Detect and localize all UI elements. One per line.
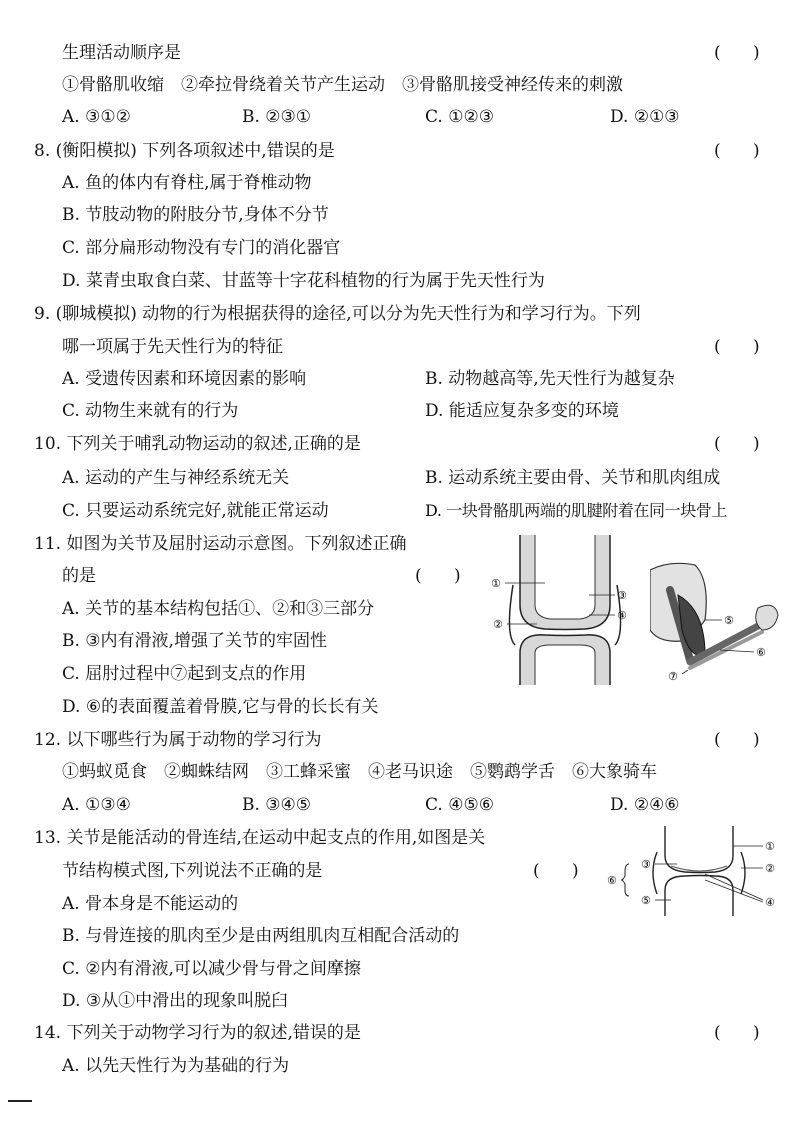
q12-items: ①蚂蚁觅食 ②蜘蛛结网 ③工蜂采蜜 ④老马识途 ⑤鹦鹉学舌 ⑥大象骑车 <box>62 762 657 782</box>
q11-answer-paren: ( ) <box>415 566 461 586</box>
q13-option-d: D. ③从①中滑出的现象叫脱臼 <box>62 991 289 1011</box>
q12-option-b: B. ③④⑤ <box>242 795 312 815</box>
q11-option-a: A. 关节的基本结构包括①、②和③三部分 <box>62 599 375 619</box>
q8-answer-paren: ( ) <box>714 141 760 161</box>
q7-option-d: D. ②①③ <box>610 107 680 127</box>
joint-label-6: ⑥ <box>607 874 617 887</box>
q12-option-d: D. ②④⑥ <box>610 795 680 815</box>
q10-option-b: B. 运动系统主要由骨、关节和肌肉组成 <box>425 468 721 488</box>
q9-option-a: A. 受遗传因素和环境因素的影响 <box>62 369 307 389</box>
q9-stem-line1: 9. (聊城模拟) 动物的行为根据获得的途径,可以分为先天性行为和学习行为。下列 <box>34 304 641 324</box>
q9-answer-paren: ( ) <box>714 337 760 357</box>
knee-label-1: ① <box>491 577 501 590</box>
joint-label-4: ④ <box>765 896 775 909</box>
q7-option-c: C. ①②③ <box>425 107 494 127</box>
arm-label-6: ⑥ <box>756 646 766 659</box>
q12-option-c: C. ④⑤⑥ <box>425 795 494 815</box>
arm-label-7: ⑦ <box>668 670 678 683</box>
q10-option-c: C. 只要运动系统完好,就能正常运动 <box>62 501 329 521</box>
knee-joint-figure <box>485 535 645 685</box>
q7-items: ①骨骼肌收缩 ②牵拉骨绕着关节产生运动 ③骨骼肌接受神经传来的刺激 <box>62 75 623 95</box>
q9-stem-line2: 哪一项属于先天性行为的特征 <box>62 337 283 357</box>
q8-stem: 8. (衡阳模拟) 下列各项叙述中,错误的是 <box>34 141 335 161</box>
q9-option-b: B. 动物越高等,先天性行为越复杂 <box>425 369 675 389</box>
q10-stem: 10. 下列关于哺乳动物运动的叙述,正确的是 <box>34 434 361 454</box>
q9-option-d: D. 能适应复杂多变的环境 <box>425 401 619 421</box>
q13-stem-line2: 节结构模式图,下列说法不正确的是 <box>62 861 323 881</box>
q10-option-a: A. 运动的产生与神经系统无关 <box>62 468 290 488</box>
q10-answer-paren: ( ) <box>714 434 760 454</box>
q7-option-a: A. ③①② <box>62 107 131 127</box>
q12-option-a: A. ①③④ <box>62 795 131 815</box>
q11-option-c: C. 屈肘过程中⑦起到支点的作用 <box>62 664 307 684</box>
joint-label-2: ② <box>765 862 775 875</box>
q12-stem: 12. 以下哪些行为属于动物的学习行为 <box>34 730 322 750</box>
knee-label-4: ④ <box>617 609 627 622</box>
q12-answer-paren: ( ) <box>714 730 760 750</box>
q8-option-d: D. 菜青虫取食白菜、甘蓝等十字花科植物的行为属于先天性行为 <box>62 271 545 291</box>
q7-stem-cont: 生理活动顺序是 <box>62 43 181 63</box>
q13-option-b: B. 与骨连接的肌肉至少是由两组肌肉互相配合活动的 <box>62 926 460 946</box>
arm-label-5: ⑤ <box>724 614 734 627</box>
q14-stem: 14. 下列关于动物学习行为的叙述,错误的是 <box>34 1023 361 1043</box>
q8-option-a: A. 鱼的体内有脊柱,属于脊椎动物 <box>62 173 312 193</box>
q9-option-c: C. 动物生来就有的行为 <box>62 401 239 421</box>
q13-option-c: C. ②内有滑液,可以减少骨与骨之间摩擦 <box>62 959 361 979</box>
q14-option-a: A. 以先天性行为为基础的行为 <box>62 1056 290 1076</box>
q13-stem-line1: 13. 关节是能活动的骨连结,在运动中起支点的作用,如图是关 <box>34 828 486 848</box>
knee-label-2: ② <box>493 618 503 631</box>
joint-label-5: ⑤ <box>641 894 651 907</box>
q11-stem-line1: 11. 如图为关节及屈肘运动示意图。下列叙述正确 <box>34 534 407 554</box>
q13-answer-paren: ( ) <box>533 861 579 881</box>
arm-flexion-figure <box>650 560 780 685</box>
q7-answer-paren: ( ) <box>714 43 760 63</box>
joint-label-1: ① <box>765 840 775 853</box>
q8-option-b: B. 节肢动物的附肢分节,身体不分节 <box>62 205 329 225</box>
q11-stem-line2: 的是 <box>62 566 96 586</box>
q8-option-c: C. 部分扁形动物没有专门的消化器官 <box>62 238 341 258</box>
q13-option-a: A. 骨本身是不能运动的 <box>62 894 239 914</box>
q14-answer-paren: ( ) <box>714 1023 760 1043</box>
q7-option-b: B. ②③① <box>242 107 312 127</box>
joint-label-3: ③ <box>641 858 651 871</box>
joint-model-figure <box>605 826 785 916</box>
q10-option-d: D. 一块骨骼肌两端的肌腱附着在同一块骨上 <box>425 501 728 520</box>
q11-option-d: D. ⑥的表面覆盖着骨膜,它与骨的长长有关 <box>62 697 379 717</box>
knee-label-3: ③ <box>617 589 627 602</box>
footer-rule <box>8 1100 32 1102</box>
q11-option-b: B. ③内有滑液,增强了关节的牢固性 <box>62 631 327 651</box>
